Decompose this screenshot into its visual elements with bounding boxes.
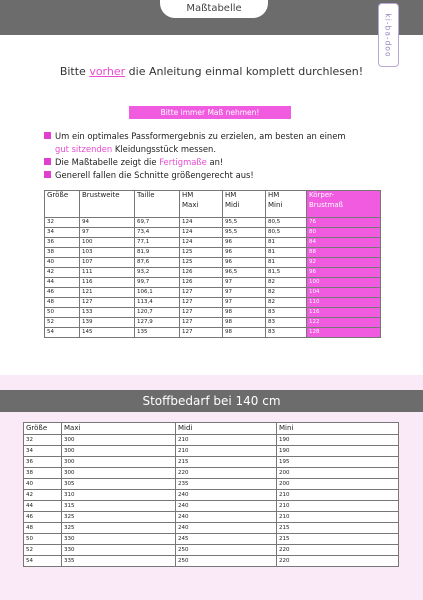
- table-cell: 300: [62, 457, 176, 468]
- table-row: [45, 278, 381, 288]
- table-cell: 52: [24, 545, 62, 556]
- table-cell: 305: [62, 479, 176, 490]
- table-cell: 96,5: [223, 268, 266, 278]
- table-cell: 93,2: [135, 268, 180, 278]
- table-cell: 127: [80, 298, 135, 308]
- column-header: HM Mini: [266, 191, 307, 218]
- table-cell: 98: [223, 328, 266, 338]
- table-cell: 122: [307, 318, 381, 328]
- table-row: [45, 328, 381, 338]
- intro-highlight: vorher: [89, 65, 126, 78]
- table-row: [45, 248, 381, 258]
- table-cell: 240: [176, 512, 277, 523]
- table-cell: 80,5: [266, 228, 307, 238]
- table-cell: 81,5: [266, 268, 307, 278]
- table-cell: 245: [176, 534, 277, 545]
- table-cell: 113,4: [135, 298, 180, 308]
- table-cell: 220: [176, 468, 277, 479]
- column-header: HM Maxi: [180, 191, 223, 218]
- table-row: [24, 490, 399, 501]
- column-header: Taille: [135, 191, 180, 218]
- table-cell: 50: [24, 534, 62, 545]
- table-cell: 81: [266, 238, 307, 248]
- table-cell: 220: [277, 556, 399, 567]
- table-cell: 190: [277, 446, 399, 457]
- table-cell: 240: [176, 501, 277, 512]
- table-cell: 96: [223, 258, 266, 268]
- table-cell: 210: [277, 512, 399, 523]
- table-cell: 34: [45, 228, 80, 238]
- table-cell: 315: [62, 501, 176, 512]
- table-cell: 210: [277, 490, 399, 501]
- table-cell: 240: [176, 523, 277, 534]
- table-cell: 32: [24, 435, 62, 446]
- table-cell: 139: [80, 318, 135, 328]
- fabric-table: [23, 422, 399, 567]
- table-row: [24, 468, 399, 479]
- table-cell: 210: [277, 501, 399, 512]
- table-cell: 125: [180, 258, 223, 268]
- table-cell: 330: [62, 545, 176, 556]
- table-cell: 215: [277, 523, 399, 534]
- table-cell: 36: [45, 238, 80, 248]
- table-cell: 48: [24, 523, 62, 534]
- table-cell: 97: [223, 278, 266, 288]
- table-cell: 100: [307, 278, 381, 288]
- table-cell: 335: [62, 556, 176, 567]
- table-cell: 235: [176, 479, 277, 490]
- column-header: Midi: [176, 423, 277, 435]
- table-cell: 82: [266, 278, 307, 288]
- table-cell: 100: [80, 238, 135, 248]
- table-cell: 135: [135, 328, 180, 338]
- table-cell: 124: [180, 228, 223, 238]
- table-cell: 145: [80, 328, 135, 338]
- table-cell: 127: [180, 318, 223, 328]
- table-cell: 80: [307, 228, 381, 238]
- table-cell: 52: [45, 318, 80, 328]
- table-cell: 82: [266, 298, 307, 308]
- table-cell: 50: [45, 308, 80, 318]
- table-cell: 92: [307, 258, 381, 268]
- table-cell: 128: [307, 328, 381, 338]
- table-row: [24, 545, 399, 556]
- table-cell: 215: [176, 457, 277, 468]
- fabric-title: Stoffbedarf bei 140 cm: [0, 390, 423, 412]
- table-cell: 120,7: [135, 308, 180, 318]
- table-cell: 95,5: [223, 218, 266, 228]
- table-cell: 325: [62, 523, 176, 534]
- bullet-square-icon: [44, 158, 51, 165]
- table-cell: 84: [307, 238, 381, 248]
- table-cell: 110: [307, 298, 381, 308]
- table-row: [24, 446, 399, 457]
- column-header: Körper- Brustmaß: [307, 191, 381, 218]
- table-cell: 127: [180, 308, 223, 318]
- table-cell: 127: [180, 328, 223, 338]
- table-cell: 96: [223, 248, 266, 258]
- table-row: [45, 298, 381, 308]
- page-title: Maßtabelle: [159, 0, 269, 19]
- table-cell: 127: [180, 298, 223, 308]
- table-cell: 121: [80, 288, 135, 298]
- table-cell: 44: [45, 278, 80, 288]
- table-cell: 98: [223, 318, 266, 328]
- table-row: [24, 435, 399, 446]
- table-cell: 96: [223, 238, 266, 248]
- table-cell: 42: [24, 490, 62, 501]
- table-cell: 127: [180, 288, 223, 298]
- table-cell: 215: [277, 534, 399, 545]
- table-cell: 54: [45, 328, 80, 338]
- column-header: Größe: [24, 423, 62, 435]
- table-cell: 127,9: [135, 318, 180, 328]
- table-row: [45, 318, 381, 328]
- table-cell: 116: [307, 308, 381, 318]
- table-row: [24, 523, 399, 534]
- column-header: Größe: [45, 191, 80, 218]
- bullet-item: Die Maßtabelle zeigt die Fertigmaße an!: [44, 156, 384, 169]
- table-cell: 40: [24, 479, 62, 490]
- table-cell: 300: [62, 435, 176, 446]
- table-row: [45, 268, 381, 278]
- table-cell: 73,4: [135, 228, 180, 238]
- column-header: Brustweite: [80, 191, 135, 218]
- table-cell: 38: [45, 248, 80, 258]
- intro-text: Bitte vorher die Anleitung einmal komplett durchlesen!: [59, 65, 364, 78]
- table-cell: 69,7: [135, 218, 180, 228]
- table-cell: 54: [24, 556, 62, 567]
- brand-text: ki-ba-doo: [384, 12, 394, 58]
- table-cell: 107: [80, 258, 135, 268]
- brand-logo: [378, 3, 399, 67]
- table-cell: 210: [176, 435, 277, 446]
- table-cell: 310: [62, 490, 176, 501]
- table-cell: 106,1: [135, 288, 180, 298]
- table-cell: 83: [266, 328, 307, 338]
- table-cell: 76: [307, 218, 381, 228]
- table-cell: 116: [80, 278, 135, 288]
- table-cell: 103: [80, 248, 135, 258]
- column-header: Mini: [277, 423, 399, 435]
- table-cell: 80,5: [266, 218, 307, 228]
- table-cell: 240: [176, 490, 277, 501]
- table-row: [24, 512, 399, 523]
- bullet-item: Generell fallen die Schnitte größengerecht aus!: [44, 169, 384, 182]
- table-row: [24, 457, 399, 468]
- table-row: [24, 479, 399, 490]
- table-cell: 44: [24, 501, 62, 512]
- table-cell: 88: [307, 248, 381, 258]
- table-cell: 97: [223, 288, 266, 298]
- table-cell: 96: [307, 268, 381, 278]
- size-table: [44, 190, 381, 338]
- table-cell: 210: [176, 446, 277, 457]
- table-row: [24, 556, 399, 567]
- bullet-square-icon: [44, 132, 51, 139]
- table-cell: 200: [277, 479, 399, 490]
- table-cell: 94: [80, 218, 135, 228]
- table-cell: 87,6: [135, 258, 180, 268]
- table-cell: 111: [80, 268, 135, 278]
- table-cell: 77,1: [135, 238, 180, 248]
- table-cell: 32: [45, 218, 80, 228]
- table-cell: 83: [266, 308, 307, 318]
- table-cell: 97: [80, 228, 135, 238]
- table-row: [45, 288, 381, 298]
- table-cell: 42: [45, 268, 80, 278]
- table-cell: 38: [24, 468, 62, 479]
- bullet-list: [44, 130, 384, 182]
- bullet-item: Um ein optimales Passformergebnis zu erzielen, am besten an einem gut sitzenden Kleidungsstück messen.: [44, 130, 384, 156]
- table-cell: 81,9: [135, 248, 180, 258]
- table-cell: 99,7: [135, 278, 180, 288]
- table-cell: 250: [176, 556, 277, 567]
- table-row: [45, 258, 381, 268]
- table-cell: 325: [62, 512, 176, 523]
- table-cell: 250: [176, 545, 277, 556]
- table-cell: 300: [62, 468, 176, 479]
- table-cell: 97: [223, 298, 266, 308]
- column-header: HM Midi: [223, 191, 266, 218]
- column-header: Maxi: [62, 423, 176, 435]
- table-cell: 98: [223, 308, 266, 318]
- table-row: [24, 534, 399, 545]
- table-row: [45, 228, 381, 238]
- table-cell: 40: [45, 258, 80, 268]
- table-cell: 48: [45, 298, 80, 308]
- table-cell: 124: [180, 238, 223, 248]
- table-cell: 46: [45, 288, 80, 298]
- table-row: [24, 501, 399, 512]
- bullet-square-icon: [44, 171, 51, 178]
- table-cell: 190: [277, 435, 399, 446]
- table-cell: 81: [266, 248, 307, 258]
- table-cell: 34: [24, 446, 62, 457]
- table-cell: 46: [24, 512, 62, 523]
- table-cell: 83: [266, 318, 307, 328]
- table-cell: 195: [277, 457, 399, 468]
- table-cell: 125: [180, 248, 223, 258]
- table-row: [45, 308, 381, 318]
- table-cell: 95,5: [223, 228, 266, 238]
- table-cell: 81: [266, 258, 307, 268]
- table-cell: 300: [62, 446, 176, 457]
- table-cell: 126: [180, 278, 223, 288]
- table-cell: 82: [266, 288, 307, 298]
- table-cell: 200: [277, 468, 399, 479]
- notice-box: Bitte immer Maß nehmen!: [129, 106, 291, 119]
- table-cell: 330: [62, 534, 176, 545]
- table-row: [45, 238, 381, 248]
- table-cell: 104: [307, 288, 381, 298]
- table-cell: 133: [80, 308, 135, 318]
- table-row: [45, 218, 381, 228]
- table-cell: 124: [180, 218, 223, 228]
- table-cell: 126: [180, 268, 223, 278]
- table-cell: 36: [24, 457, 62, 468]
- table-cell: 220: [277, 545, 399, 556]
